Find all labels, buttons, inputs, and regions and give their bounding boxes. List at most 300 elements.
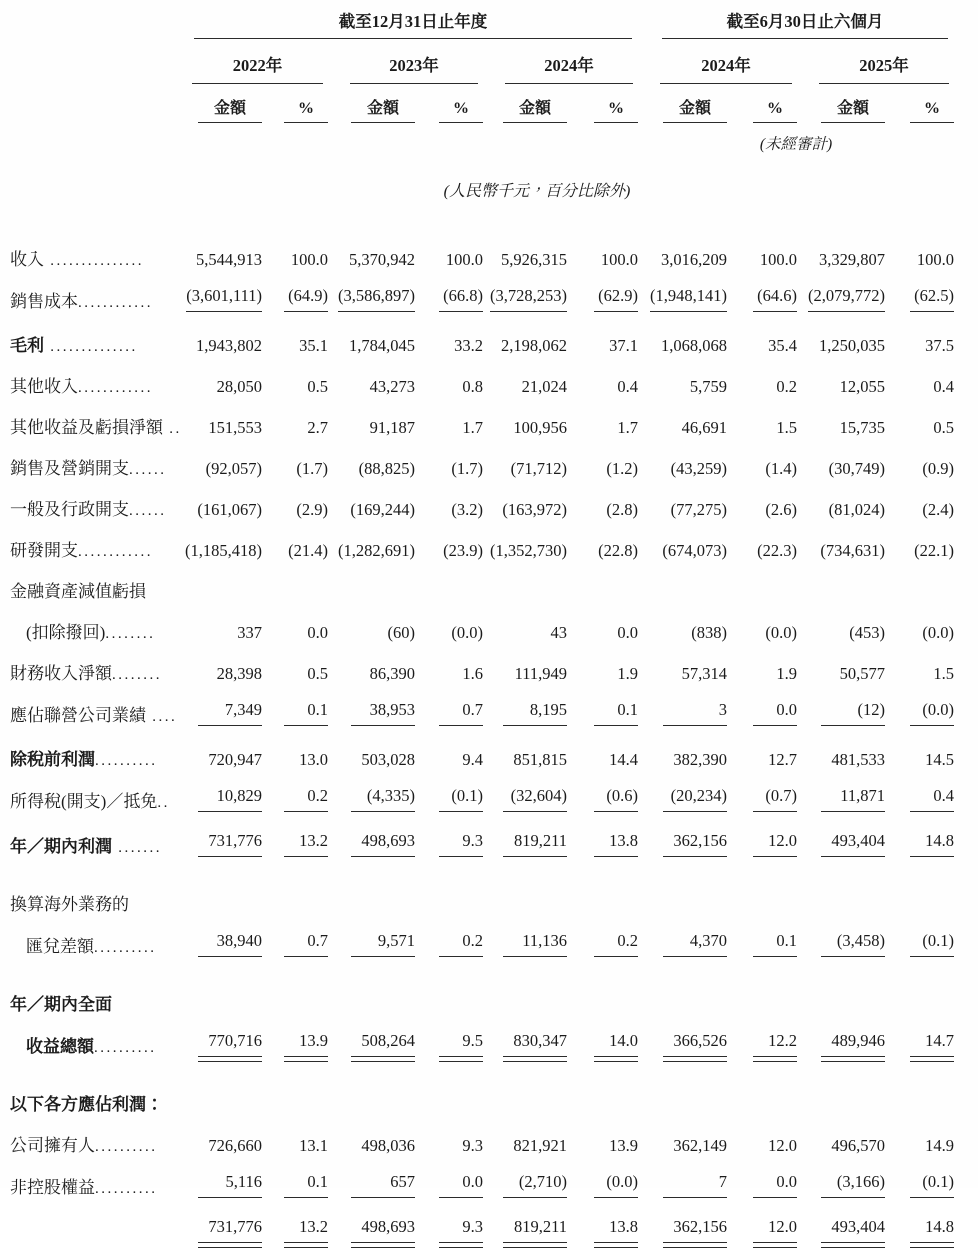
amount-cell	[797, 1023, 885, 1068]
amount-cell	[328, 1123, 415, 1164]
table-row	[10, 1023, 954, 1068]
amount-cell	[638, 1209, 727, 1254]
cell-value: 2.7	[307, 418, 328, 437]
amount-cell	[328, 237, 415, 278]
percent-cell	[415, 1023, 483, 1068]
percent-cell	[727, 610, 797, 651]
cell-value: 851,815	[513, 750, 567, 769]
percent-cell	[885, 446, 954, 487]
amount-cell	[170, 1123, 262, 1164]
row-label	[10, 364, 170, 405]
amount-cell	[797, 1123, 885, 1164]
cell-value: 819,211	[503, 1217, 567, 1243]
dot-leader: ..........	[95, 753, 158, 769]
percent-cell	[727, 323, 797, 364]
cell-value: (30,749)	[828, 459, 885, 478]
amount-cell	[170, 405, 262, 446]
cell-value: 46,691	[681, 418, 727, 437]
cell-value: 15,735	[839, 418, 885, 437]
amount-cell	[483, 446, 567, 487]
percent-cell	[885, 1164, 954, 1209]
percent-cell	[727, 1068, 797, 1123]
percent-cell	[727, 968, 797, 1023]
row-label-text: 銷售成本	[10, 292, 78, 311]
cell-value: 0.1	[284, 700, 328, 726]
amount-cell	[483, 737, 567, 778]
cell-value: 50,577	[839, 664, 885, 683]
amount-cell	[483, 487, 567, 528]
year-header-row	[10, 39, 954, 84]
percent-cell	[567, 1068, 638, 1123]
row-label	[10, 868, 170, 923]
amount-cell	[797, 405, 885, 446]
dot-leader: ............	[78, 544, 153, 560]
table-row	[10, 737, 954, 778]
cell-value: 12.0	[768, 1136, 797, 1155]
percent-cell	[415, 569, 483, 610]
cell-value: 0.5	[307, 664, 328, 683]
table-row	[10, 1209, 954, 1254]
percent-cell	[885, 1023, 954, 1068]
table-row	[10, 323, 954, 364]
amount-cell	[483, 778, 567, 823]
amount-header: 金額	[797, 84, 885, 123]
percent-header: %	[567, 84, 638, 123]
amount-cell	[638, 651, 727, 692]
amount-cell	[328, 692, 415, 737]
cell-value: 57,314	[681, 664, 727, 683]
cell-value: (0.7)	[753, 786, 797, 812]
table-row	[10, 923, 954, 968]
cell-value: 14.8	[910, 1217, 954, 1243]
cell-value: 0.4	[910, 786, 954, 812]
cell-value: 1.6	[462, 664, 483, 683]
amount-cell	[797, 1068, 885, 1123]
percent-header: %	[415, 84, 483, 123]
percent-cell	[262, 569, 328, 610]
dot-leader: ..........	[95, 1181, 158, 1197]
amount-cell	[328, 1209, 415, 1254]
cell-value: 0.7	[284, 931, 328, 957]
amount-cell	[328, 823, 415, 868]
cell-value: 493,404	[821, 1217, 885, 1243]
cell-value: (0.1)	[910, 1172, 954, 1198]
percent-cell	[262, 1164, 328, 1209]
cell-value: 12,055	[839, 377, 885, 396]
percent-cell	[727, 237, 797, 278]
cell-value: (1,352,730)	[490, 541, 567, 560]
amount-cell	[170, 823, 262, 868]
percent-cell	[415, 1123, 483, 1164]
cell-value: 11,871	[821, 786, 885, 812]
table-row	[10, 405, 954, 446]
cell-value: 100.0	[759, 250, 797, 269]
amount-header: 金額	[483, 84, 567, 123]
percent-cell	[262, 1123, 328, 1164]
cell-value: 13.0	[299, 750, 328, 769]
percent-cell	[885, 737, 954, 778]
cell-value: 1.7	[617, 418, 638, 437]
cell-value: 13.8	[594, 1217, 638, 1243]
percent-cell	[727, 823, 797, 868]
cell-value: 0.5	[307, 377, 328, 396]
amount-cell	[328, 323, 415, 364]
amount-header: 金額	[638, 84, 727, 123]
table-row	[10, 1068, 954, 1123]
cell-value: (1.2)	[606, 459, 638, 478]
percent-cell	[262, 868, 328, 923]
percent-cell	[415, 610, 483, 651]
cell-value: 13.2	[284, 831, 328, 857]
amount-cell	[483, 823, 567, 868]
cell-value: (838)	[691, 623, 727, 642]
percent-cell	[262, 1068, 328, 1123]
dot-leader: .......	[112, 840, 162, 856]
row-label	[10, 610, 170, 651]
percent-cell	[262, 364, 328, 405]
percent-cell	[567, 1023, 638, 1068]
cell-value: 0.2	[594, 931, 638, 957]
amount-cell	[483, 528, 567, 569]
amount-cell	[170, 868, 262, 923]
row-label	[10, 487, 170, 528]
cell-value: (0.0)	[765, 623, 797, 642]
amount-cell	[328, 868, 415, 923]
cell-value: 7,349	[198, 700, 262, 726]
dot-leader: ..	[157, 795, 170, 811]
row-label	[10, 1209, 170, 1254]
cell-value: 9.3	[462, 1136, 483, 1155]
cell-value: (2,710)	[503, 1172, 567, 1198]
cell-value: (0.0)	[451, 623, 483, 642]
amount-cell	[170, 1164, 262, 1209]
cell-value: (161,067)	[197, 500, 262, 519]
amount-cell	[797, 651, 885, 692]
cell-value: 14.5	[925, 750, 954, 769]
cell-value: 1.9	[776, 664, 797, 683]
cell-value: 9.3	[439, 831, 483, 857]
amount-cell	[638, 278, 727, 323]
cell-value: 0.0	[753, 700, 797, 726]
cell-value: 38,953	[351, 700, 415, 726]
currency-note: (人民幣千元，百分比除外)	[443, 183, 631, 200]
row-label	[10, 1068, 170, 1123]
cell-value: 3,016,209	[661, 250, 727, 269]
amount-cell	[170, 1209, 262, 1254]
row-label	[10, 405, 182, 446]
cell-value: 28,050	[216, 377, 262, 396]
amount-cell	[483, 1164, 567, 1209]
percent-cell	[262, 278, 328, 323]
cell-value: (453)	[849, 623, 885, 642]
percent-cell	[262, 737, 328, 778]
cell-value: 821,921	[513, 1136, 567, 1155]
cell-value: (92,057)	[205, 459, 262, 478]
cell-value: (0.1)	[910, 931, 954, 957]
amount-cell	[483, 569, 567, 610]
table-body	[10, 237, 954, 1254]
cell-value: 2,198,062	[501, 336, 567, 355]
cell-value: 1,943,802	[196, 336, 262, 355]
percent-cell	[415, 778, 483, 823]
percent-cell	[885, 923, 954, 968]
amount-cell	[328, 1023, 415, 1068]
cell-value: 5,926,315	[501, 250, 567, 269]
table-row	[10, 968, 954, 1023]
percent-cell	[567, 1123, 638, 1164]
percent-cell	[262, 968, 328, 1023]
cell-value: 0.2	[439, 931, 483, 957]
percent-cell	[262, 610, 328, 651]
dot-leader: ............	[78, 295, 153, 311]
cell-value: 10,829	[198, 786, 262, 812]
amount-cell	[483, 405, 567, 446]
cell-value: (3,601,111)	[186, 286, 262, 312]
percent-cell	[415, 528, 483, 569]
spacer-cell	[10, 8, 170, 39]
amount-cell	[638, 323, 727, 364]
row-label-text: 年／期內利潤	[10, 837, 112, 856]
amount-cell	[638, 737, 727, 778]
row-label-text: 研發開支	[10, 541, 78, 560]
cell-value: 28,398	[216, 664, 262, 683]
dot-leader: ..........	[95, 1139, 158, 1155]
cell-value: 13.8	[594, 831, 638, 857]
amount-cell	[483, 1023, 567, 1068]
cell-value: 21,024	[521, 377, 567, 396]
cell-value: 481,533	[831, 750, 885, 769]
row-label-text: 所得稅(開支)／抵免	[10, 792, 158, 811]
cell-value: 3	[663, 700, 727, 726]
cell-value: 43,273	[369, 377, 415, 396]
percent-cell	[415, 651, 483, 692]
cell-value: 498,693	[351, 1217, 415, 1243]
row-label-text: 其他收入	[10, 377, 78, 396]
amount-cell	[638, 405, 727, 446]
percent-cell	[727, 1123, 797, 1164]
dot-leader: ......	[129, 462, 167, 478]
percent-cell	[885, 968, 954, 1023]
cell-value: (3.2)	[451, 500, 483, 519]
row-label	[10, 278, 170, 323]
row-label	[10, 528, 170, 569]
cell-value: 0.4	[933, 377, 954, 396]
percent-cell	[885, 364, 954, 405]
amount-cell	[170, 737, 262, 778]
amount-cell	[170, 237, 262, 278]
cell-value: (62.5)	[910, 286, 954, 312]
amount-cell	[797, 487, 885, 528]
cell-value: (734,631)	[820, 541, 885, 560]
cell-value: (2.4)	[922, 500, 954, 519]
year-header-2024: 2024年	[483, 39, 638, 84]
cell-value: (22.1)	[914, 541, 954, 560]
percent-cell	[885, 692, 954, 737]
percent-cell	[567, 692, 638, 737]
amount-cell	[328, 737, 415, 778]
table-row	[10, 569, 954, 610]
percent-cell	[885, 569, 954, 610]
percent-cell	[415, 278, 483, 323]
row-label-text: 收入	[10, 250, 44, 269]
percent-cell	[727, 1164, 797, 1209]
dot-leader: ....	[146, 709, 178, 725]
amount-cell	[483, 278, 567, 323]
row-label-text: (扣除撥回)	[26, 623, 106, 642]
percent-cell	[885, 278, 954, 323]
cell-value: 819,211	[503, 831, 567, 857]
amount-cell	[170, 528, 262, 569]
cell-value: 0.2	[284, 786, 328, 812]
dot-leader: ........	[112, 667, 162, 683]
percent-cell	[262, 237, 328, 278]
amount-cell	[797, 737, 885, 778]
row-label	[10, 323, 170, 364]
amount-cell	[170, 1023, 262, 1068]
spacer-cell	[10, 39, 170, 84]
amount-cell	[170, 278, 262, 323]
cell-value: 14.7	[910, 1031, 954, 1057]
amount-cell	[483, 237, 567, 278]
row-label-text: 公司擁有人	[10, 1136, 95, 1155]
year-header-2022: 2022年	[170, 39, 328, 84]
percent-cell	[262, 823, 328, 868]
year-header-2025: 2025年	[797, 39, 954, 84]
cell-value: 830,347	[503, 1031, 567, 1057]
cell-value: 493,404	[821, 831, 885, 857]
amount-header: 金額	[328, 84, 415, 123]
year-header-2024-interim: 2024年	[638, 39, 797, 84]
cell-value: 5,116	[198, 1172, 262, 1198]
row-label	[10, 1164, 170, 1209]
amount-cell	[170, 968, 262, 1023]
cell-value: (64.6)	[753, 286, 797, 312]
percent-cell	[415, 323, 483, 364]
cell-value: 3,329,807	[819, 250, 885, 269]
amount-cell	[170, 610, 262, 651]
row-label-text: 應佔聯營公司業績	[10, 706, 146, 725]
cell-value: 0.4	[617, 377, 638, 396]
cell-value: (66.8)	[439, 286, 483, 312]
cell-value: 0.1	[284, 1172, 328, 1198]
cell-value: (674,073)	[662, 541, 727, 560]
dot-leader: ..............	[44, 339, 138, 355]
percent-cell	[885, 487, 954, 528]
cell-value: 0.7	[439, 700, 483, 726]
cell-value: 508,264	[351, 1031, 415, 1057]
cell-value: 12.2	[753, 1031, 797, 1057]
amount-cell	[170, 778, 262, 823]
amount-cell	[170, 364, 262, 405]
amount-cell	[638, 610, 727, 651]
row-label	[10, 737, 170, 778]
percent-cell	[415, 487, 483, 528]
cell-value: 0.0	[753, 1172, 797, 1198]
percent-cell	[567, 610, 638, 651]
subheader-row	[10, 84, 954, 123]
percent-cell	[727, 1209, 797, 1254]
table-row	[10, 823, 954, 868]
percent-cell	[727, 487, 797, 528]
amount-cell	[638, 1164, 727, 1209]
cell-value: 498,036	[361, 1136, 415, 1155]
percent-cell	[567, 569, 638, 610]
cell-value: 498,693	[351, 831, 415, 857]
percent-cell	[415, 446, 483, 487]
dot-leader: ............	[78, 380, 153, 396]
amount-cell	[328, 405, 415, 446]
percent-cell	[885, 823, 954, 868]
cell-value: 366,526	[663, 1031, 727, 1057]
cell-value: 14.0	[594, 1031, 638, 1057]
percent-cell	[727, 278, 797, 323]
cell-value: (163,972)	[502, 500, 567, 519]
row-label-text: 年／期內全面	[10, 995, 112, 1014]
table-row	[10, 487, 954, 528]
cell-value: 13.9	[609, 1136, 638, 1155]
amount-cell	[328, 487, 415, 528]
cell-value: 43	[550, 623, 567, 642]
cell-value: 12.0	[753, 831, 797, 857]
amount-cell	[797, 278, 885, 323]
cell-value: (77,275)	[670, 500, 727, 519]
cell-value: 1,784,045	[349, 336, 415, 355]
amount-cell	[170, 1068, 262, 1123]
cell-value: 86,390	[369, 664, 415, 683]
cell-value: (4,335)	[351, 786, 415, 812]
cell-value: (21.4)	[288, 541, 328, 560]
cell-value: 0.0	[307, 623, 328, 642]
cell-value: 7	[663, 1172, 727, 1198]
amount-cell	[638, 446, 727, 487]
percent-cell	[262, 323, 328, 364]
cell-value: 35.4	[768, 336, 797, 355]
percent-cell	[415, 1209, 483, 1254]
cell-value: 657	[351, 1172, 415, 1198]
amount-cell	[638, 923, 727, 968]
amount-cell	[170, 487, 262, 528]
amount-header: 金額	[170, 84, 262, 123]
row-label-text: 以下各方應佔利潤：	[10, 1095, 163, 1114]
row-label-text: 一般及行政開支	[10, 500, 129, 519]
cell-value: 91,187	[369, 418, 415, 437]
percent-cell	[262, 405, 328, 446]
cell-value: 0.8	[462, 377, 483, 396]
amount-cell	[638, 237, 727, 278]
cell-value: 100.0	[290, 250, 328, 269]
row-label	[10, 237, 170, 278]
amount-cell	[638, 1123, 727, 1164]
cell-value: 5,544,913	[196, 250, 262, 269]
cell-value: (2.6)	[765, 500, 797, 519]
amount-cell	[797, 868, 885, 923]
cell-value: (1,185,418)	[185, 541, 262, 560]
amount-cell	[483, 1209, 567, 1254]
cell-value: 489,946	[821, 1031, 885, 1057]
row-label-text: 除稅前利潤	[10, 750, 95, 769]
cell-value: 13.2	[284, 1217, 328, 1243]
cell-value: 770,716	[198, 1031, 262, 1057]
amount-cell	[170, 569, 262, 610]
column-group-interim-label: 截至6月30日止六個月	[662, 8, 948, 39]
amount-cell	[797, 823, 885, 868]
percent-cell	[567, 487, 638, 528]
amount-cell	[170, 651, 262, 692]
percent-cell	[415, 868, 483, 923]
year-header-2023: 2023年	[328, 39, 483, 84]
row-label	[10, 569, 170, 610]
percent-cell	[262, 1209, 328, 1254]
